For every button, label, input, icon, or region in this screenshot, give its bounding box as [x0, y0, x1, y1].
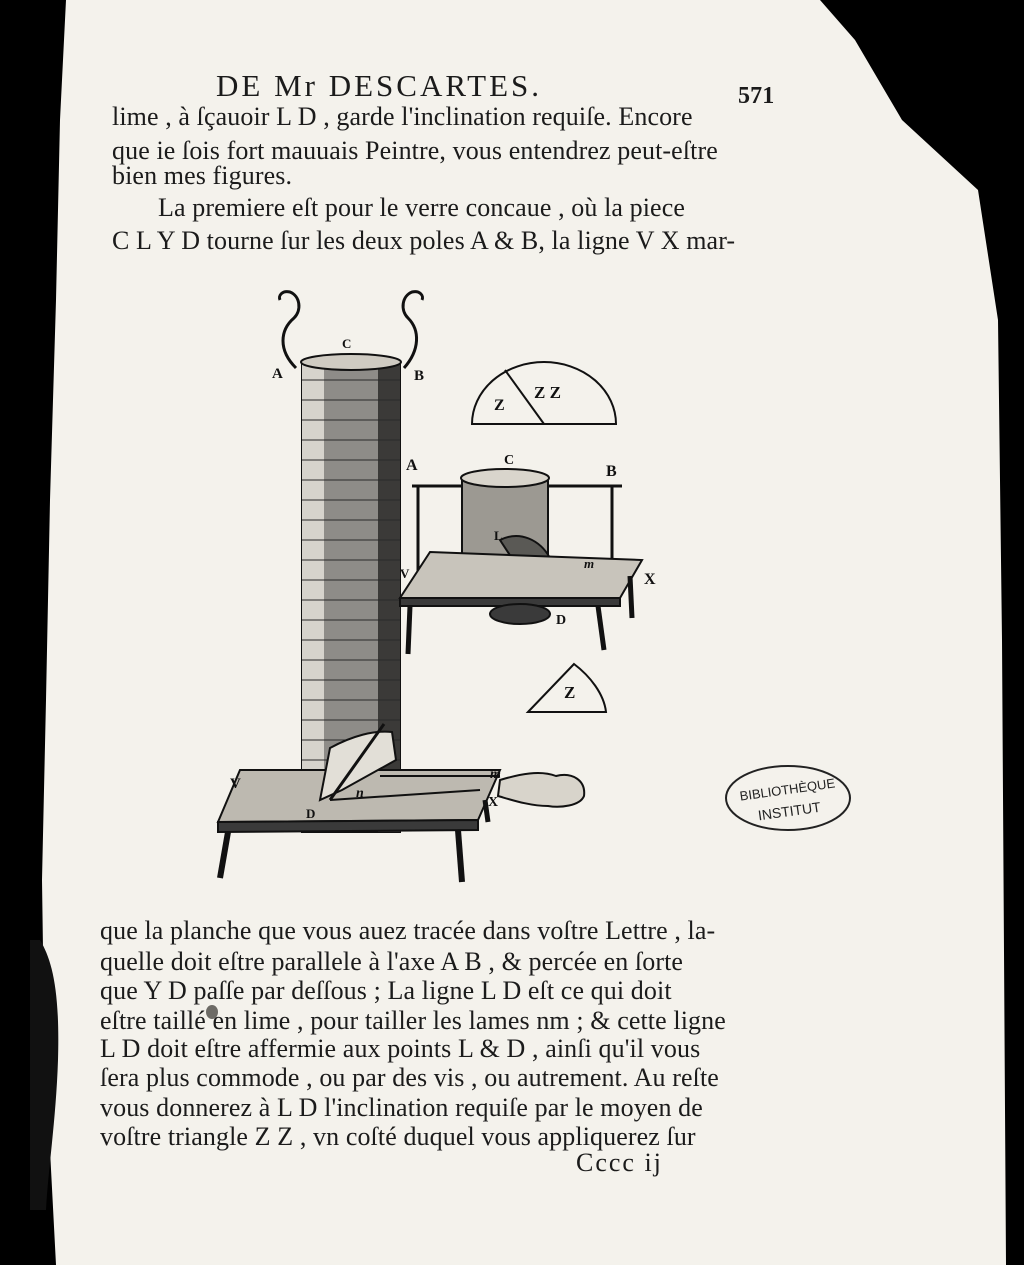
label-V-large: V: [230, 776, 241, 792]
label-Z-left: Z: [494, 397, 505, 414]
text-line-5: C L Y D tourne ſur les deux poles A & B, la ligne V X mar-: [112, 226, 736, 255]
label-C-large: C: [342, 336, 352, 351]
text-line-10: L D doit eſtre affermie aux points L & D , ainſi qu'il vous: [100, 1034, 701, 1063]
label-n-large: n: [356, 786, 364, 801]
label-ZZ: Z Z: [534, 383, 561, 402]
label-V-small: V: [400, 566, 410, 581]
label-C-small: C: [504, 453, 515, 468]
text-line-12: vous donnerez à L D l'inclination requiſe par le moyen de: [100, 1093, 703, 1122]
text-line-6: que la planche que vous auez tracée dans voſtre Lettre , la-: [100, 916, 716, 945]
page-number: 571: [738, 83, 775, 109]
text-line-13: voſtre triangle Z Z , vn coſté duquel vous appliquerez ſur: [100, 1122, 696, 1151]
signature-mark: Cccc ij: [576, 1148, 663, 1177]
label-D-small: D: [556, 613, 567, 628]
label-m-large: m: [490, 767, 501, 782]
label-B-small: B: [606, 463, 617, 480]
running-title: DE Mr DESCARTES.: [216, 68, 543, 103]
label-m-small: m: [584, 556, 595, 571]
stamp-line2: INSTITUT: [756, 798, 822, 824]
text-line-3: bien mes figures.: [112, 161, 293, 190]
label-X-large: X: [488, 795, 499, 810]
text-line-8: que Y D paſſe par deſſous ; La ligne L D eſt ce qui doit: [100, 976, 672, 1005]
text-line-2: que ie ſois fort mauuais Peintre, vous entendrez peut-eſtre: [112, 136, 718, 165]
label-L-small: L: [494, 528, 503, 543]
label-Z-triangle: Z: [564, 683, 576, 702]
label-A-small: A: [406, 457, 418, 474]
stamp-line1: BIBLIOTHÈQUE: [738, 775, 836, 804]
label-B-large: B: [414, 368, 425, 384]
text-line-1: lime , à ſçauoir L D , garde l'inclination requiſe. Encore: [112, 102, 693, 131]
text-line-9: eſtre taillé en lime , pour tailler les lames nm ; & cette ligne: [100, 1006, 726, 1035]
text-line-11: ſera plus commode , ou par des vis , ou autrement. Au reſte: [100, 1063, 719, 1092]
label-X-small: X: [644, 571, 656, 588]
text-line-7: quelle doit eſtre parallele à l'axe A B , & percée en ſorte: [100, 947, 684, 976]
text-line-4: La premiere eſt pour le verre concaue , où la piece: [158, 193, 685, 222]
label-A-large: A: [272, 366, 283, 382]
label-D-large: D: [306, 806, 316, 821]
